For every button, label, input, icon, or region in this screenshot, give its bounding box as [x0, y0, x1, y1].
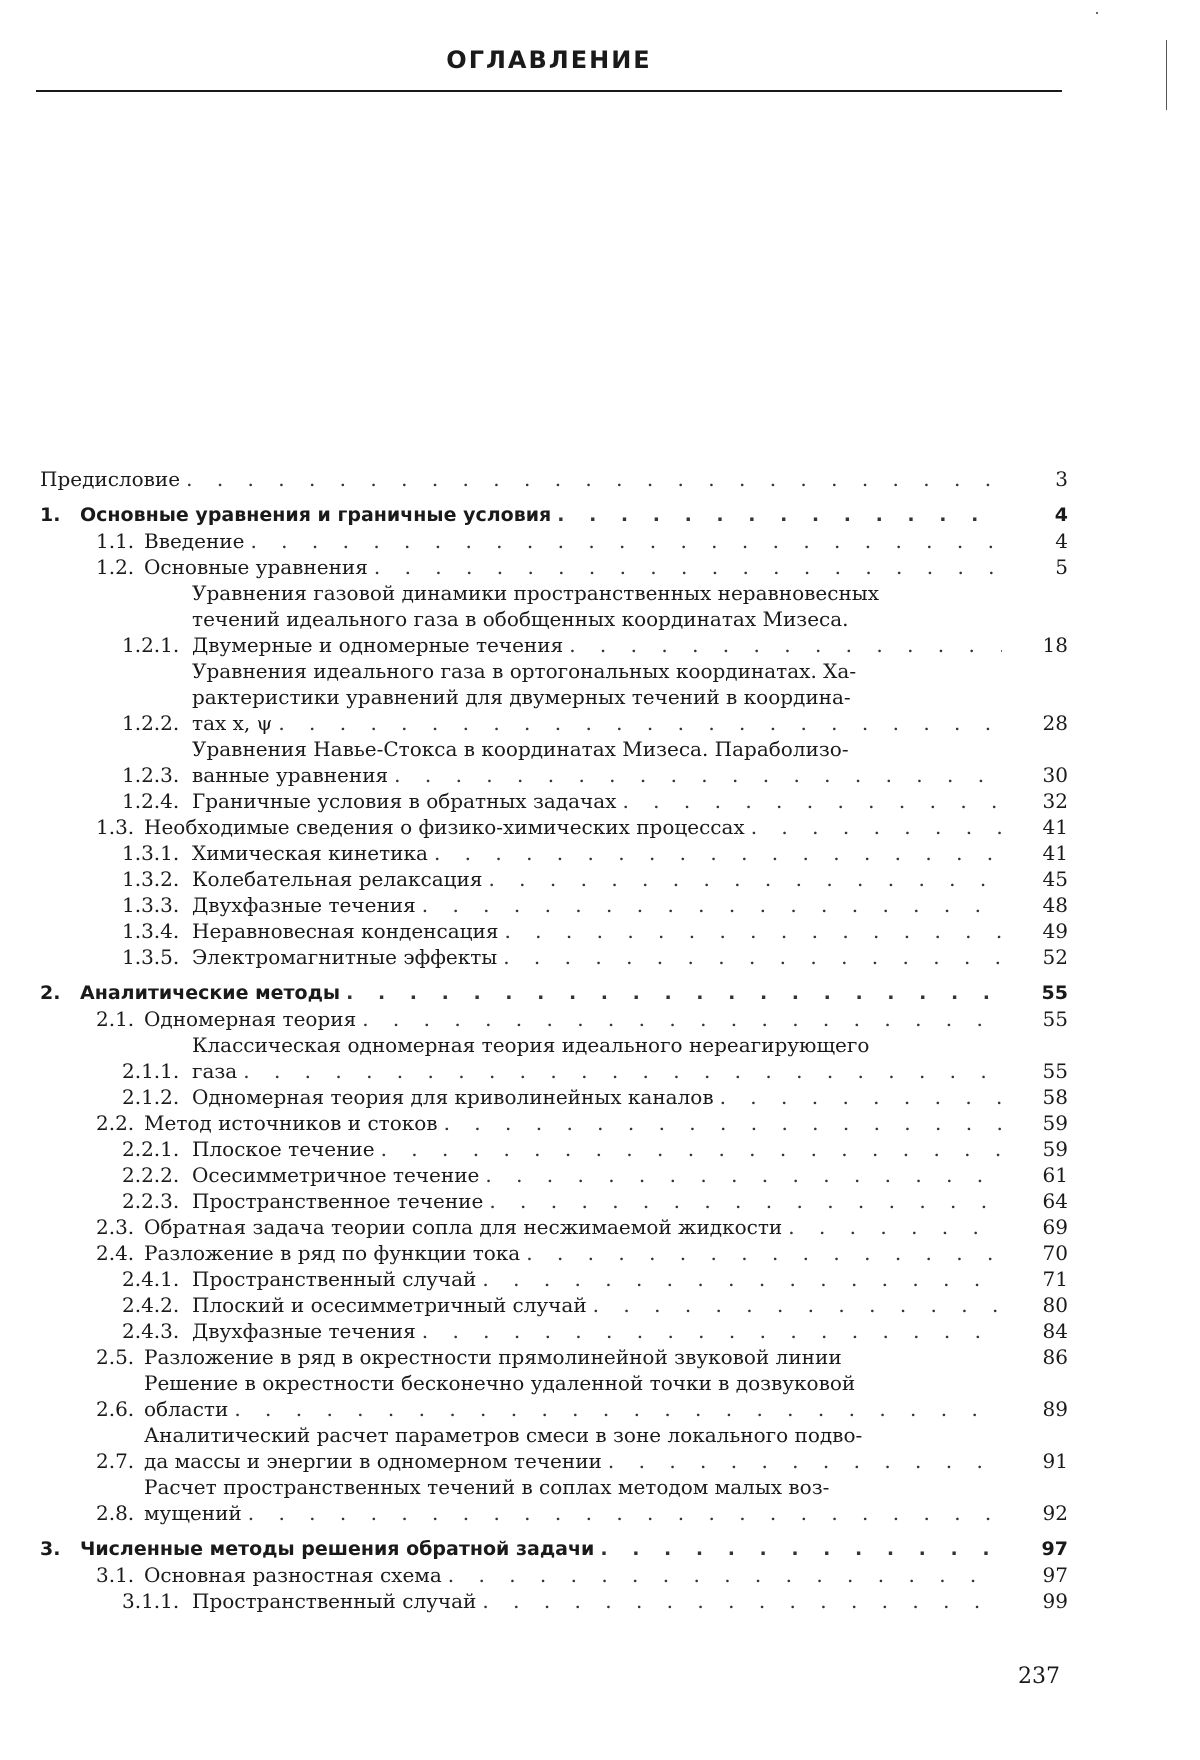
toc-entry-number: 1.3.2.	[122, 867, 180, 891]
page-number: 237	[1018, 1664, 1060, 1689]
toc-entry	[40, 502, 1068, 528]
toc-entry-text: Основные уравнения и граничные условия	[80, 504, 552, 526]
dot-leader	[503, 944, 1002, 970]
toc-entry-page: 69	[1042, 1215, 1068, 1239]
dot-leader	[448, 1562, 1002, 1588]
toc-entry-page: 4	[1055, 529, 1068, 553]
dot-leader	[444, 1110, 1002, 1136]
toc-entry-page: 32	[1042, 789, 1068, 813]
toc-entry-page: 97	[1041, 1538, 1068, 1560]
dot-leader	[422, 892, 1002, 918]
toc-entry-text: Пространственное течение	[192, 1189, 484, 1213]
toc-entry-text: Двухфазные течения	[192, 1319, 416, 1343]
toc-entry-number: 3.	[40, 1538, 61, 1560]
toc-entry	[40, 840, 1068, 866]
toc-entry-number: 2.7.	[96, 1449, 135, 1473]
toc-entry-text: Разложение в ряд по функции тока	[144, 1241, 521, 1265]
toc-entry-number: 2.1.	[96, 1007, 135, 1031]
toc-entry	[40, 736, 1068, 788]
dot-leader	[422, 1318, 1002, 1344]
dot-leader	[569, 632, 1002, 658]
toc-entry-page: 41	[1042, 841, 1068, 865]
toc-entry-page: 28	[1042, 711, 1068, 735]
toc-entry	[40, 1266, 1068, 1292]
dot-leader	[593, 1292, 1002, 1318]
toc-entry-text-line: течений идеального газа в обобщенных координатах Мизеса.	[192, 607, 849, 631]
toc-entry	[40, 918, 1068, 944]
toc-entry-page: 61	[1042, 1163, 1068, 1187]
toc-entry	[40, 1214, 1068, 1240]
toc-entry-number: 2.8.	[96, 1501, 135, 1525]
toc-entry-text: Граничные условия в обратных задачах	[192, 789, 617, 813]
toc-entry-page: 99	[1042, 1589, 1068, 1613]
toc-entry-number: 2.4.2.	[122, 1293, 180, 1317]
toc-entry-page: 48	[1042, 893, 1068, 917]
toc-entry	[40, 1110, 1068, 1136]
toc-entry-text: Аналитические методы	[80, 982, 341, 1004]
toc-entry-page: 5	[1055, 555, 1068, 579]
dot-leader	[504, 918, 1002, 944]
toc-entry-number: 1.2.1.	[122, 633, 180, 657]
toc-entry-number: 2.	[40, 982, 61, 1004]
toc-entry-text: Необходимые сведения о физико-химических процессах	[144, 815, 745, 839]
dot-leader	[526, 1240, 1002, 1266]
toc-entry-text-line: Уравнения газовой динамики пространственных неравновесных	[192, 581, 879, 605]
toc-entry-text-line: Уравнения Навье-Стокса в координатах Мизеса. Параболизо-	[192, 737, 849, 761]
toc-entry-number: 2.6.	[96, 1397, 135, 1421]
toc-entry-text: Плоский и осесимметричный случай	[192, 1293, 587, 1317]
toc-entry	[40, 1588, 1068, 1614]
toc-entry-text: Неравновесная конденсация	[192, 919, 499, 943]
dot-leader	[243, 1058, 1002, 1084]
dot-leader	[482, 1266, 1002, 1292]
dot-leader	[788, 1214, 1002, 1240]
toc-entry	[40, 1422, 1068, 1474]
toc-entry-text: Плоское течение	[192, 1137, 375, 1161]
toc-entry-page: 45	[1042, 867, 1068, 891]
scan-speck	[1096, 12, 1098, 14]
toc-entry	[40, 1318, 1068, 1344]
toc-entry-text: Метод источников и стоков	[144, 1111, 438, 1135]
toc-entry-text-line: рактеристики уравнений для двумерных течений в координа-	[192, 685, 851, 709]
toc-entry-text: Основные уравнения	[144, 555, 368, 579]
toc-entry-page: 80	[1042, 1293, 1068, 1317]
toc-entry-number: 2.4.1.	[122, 1267, 180, 1291]
toc-entry-text: ванные уравнения	[192, 763, 389, 787]
toc-entry-text: Электромагнитные эффекты	[192, 945, 498, 969]
toc-entry-number: 1.	[40, 504, 61, 526]
toc-entry-text: мущений	[144, 1501, 242, 1525]
toc-entry	[40, 554, 1068, 580]
toc-entry-page: 58	[1042, 1085, 1068, 1109]
toc-entry-page: 59	[1042, 1111, 1068, 1135]
toc-entry-number: 2.1.2.	[122, 1085, 180, 1109]
toc-entry	[40, 1562, 1068, 1588]
table-of-contents	[40, 466, 1068, 1614]
toc-entry	[40, 1006, 1068, 1032]
dot-leader	[278, 710, 1002, 736]
page-title: ОГЛАВЛЕНИЕ	[446, 46, 652, 74]
dot-leader	[489, 1188, 1002, 1214]
toc-entry-number: 2.5.	[96, 1345, 135, 1369]
toc-entry	[40, 944, 1068, 970]
toc-entry	[40, 1084, 1068, 1110]
toc-entry-number: 2.4.	[96, 1241, 135, 1265]
toc-entry-page: 84	[1042, 1319, 1068, 1343]
dot-leader	[381, 1136, 1002, 1162]
dot-leader	[600, 1536, 1002, 1562]
toc-entry-page: 3	[1055, 467, 1068, 491]
toc-entry-page: 55	[1041, 982, 1068, 1004]
toc-entry-page: 41	[1042, 815, 1068, 839]
toc-entry-number: 2.2.2.	[122, 1163, 180, 1187]
toc-entry-page: 97	[1042, 1563, 1068, 1587]
dot-leader	[751, 814, 1002, 840]
toc-entry-number: 1.3.4.	[122, 919, 180, 943]
toc-entry-page: 18	[1042, 633, 1068, 657]
toc-entry-number: 2.2.	[96, 1111, 135, 1135]
toc-entry-number: 1.1.	[96, 529, 135, 553]
dot-leader	[488, 866, 1002, 892]
toc-entry-text-line: Расчет пространственных течений в соплах методом малых воз-	[144, 1475, 830, 1499]
dot-leader	[622, 788, 1002, 814]
toc-entry-text-line: Аналитический расчет параметров смеси в зоне локального подво-	[144, 1423, 863, 1447]
toc-entry-text: Пространственный случай	[192, 1267, 477, 1291]
page-edge-line	[1166, 40, 1167, 110]
toc-entry-page: 30	[1042, 763, 1068, 787]
toc-entry-page: 4	[1054, 504, 1068, 526]
toc-entry	[40, 892, 1068, 918]
toc-entry-number: 2.3.	[96, 1215, 135, 1239]
toc-entry-number: 1.3.1.	[122, 841, 180, 865]
toc-entry	[40, 1162, 1068, 1188]
toc-entry	[40, 980, 1068, 1006]
toc-entry-number: 1.2.	[96, 555, 135, 579]
toc-entry	[40, 1032, 1068, 1084]
toc-entry-text: Одномерная теория для криволинейных каналов	[192, 1085, 714, 1109]
toc-entry	[40, 1370, 1068, 1422]
toc-entry-text-line: Решение в окрестности бесконечно удаленной точки в дозвуковой	[144, 1371, 856, 1395]
toc-entry	[40, 1136, 1068, 1162]
toc-entry-page: 91	[1042, 1449, 1068, 1473]
toc-entry	[40, 866, 1068, 892]
dot-leader	[374, 554, 1002, 580]
toc-entry-number: 3.1.1.	[122, 1589, 180, 1613]
toc-entry-page: 59	[1042, 1137, 1068, 1161]
dot-leader	[234, 1396, 1002, 1422]
dot-leader	[346, 980, 1002, 1006]
toc-entry	[40, 658, 1068, 736]
dot-leader	[557, 502, 1002, 528]
toc-entry	[40, 1240, 1068, 1266]
toc-entry	[40, 1474, 1068, 1526]
dot-leader	[720, 1084, 1002, 1110]
toc-entry-page: 86	[1042, 1345, 1068, 1369]
dot-leader	[482, 1588, 1002, 1614]
toc-entry-text: Обратная задача теории сопла для несжимаемой жидкости	[144, 1215, 783, 1239]
toc-entry	[40, 788, 1068, 814]
toc-entry-text: Пространственный случай	[192, 1589, 477, 1613]
dot-leader	[434, 840, 1002, 866]
dot-leader	[608, 1448, 1002, 1474]
toc-entry-number: 1.2.2.	[122, 711, 180, 735]
toc-entry-number: 2.1.1.	[122, 1059, 180, 1083]
toc-entry-text: Осесимметричное течение	[192, 1163, 480, 1187]
toc-entry-text-line: Уравнения идеального газа в ортогональных координатах. Ха-	[192, 659, 857, 683]
toc-entry-text: Численные методы решения обратной задачи	[80, 1538, 595, 1560]
toc-entry-text: да массы и энергии в одномерном течении	[144, 1449, 602, 1473]
toc-entry-page: 55	[1042, 1007, 1068, 1031]
toc-entry-text: Колебательная релаксация	[192, 867, 483, 891]
dot-leader	[485, 1162, 1002, 1188]
dot-leader	[186, 466, 1002, 492]
toc-entry-number: 2.4.3.	[122, 1319, 180, 1343]
toc-entry-text: газа	[192, 1059, 238, 1083]
toc-entry-number: 3.1.	[96, 1563, 135, 1587]
dot-leader	[362, 1006, 1002, 1032]
toc-entry	[40, 1536, 1068, 1562]
toc-entry-page: 55	[1042, 1059, 1068, 1083]
toc-entry-number: 1.3.5.	[122, 945, 180, 969]
toc-entry-text-line: Классическая одномерная теория идеального нереагирующего	[192, 1033, 870, 1057]
toc-entry-text: Химическая кинетика	[192, 841, 428, 865]
toc-entry-text: Предисловие	[40, 467, 181, 491]
toc-entry-page: 70	[1042, 1241, 1068, 1265]
toc-entry-text: Разложение в ряд в окрестности прямолинейной звуковой линии	[144, 1345, 842, 1369]
toc-entry-number: 1.3.3.	[122, 893, 180, 917]
toc-entry-number: 2.2.3.	[122, 1189, 180, 1213]
toc-entry-text: области	[144, 1397, 229, 1421]
toc-entry-page: 92	[1042, 1501, 1068, 1525]
toc-entry-page: 49	[1042, 919, 1068, 943]
toc-entry-text: Введение	[144, 529, 245, 553]
toc-entry-number: 2.2.1.	[122, 1137, 180, 1161]
toc-entry-page: 64	[1042, 1189, 1068, 1213]
toc-entry	[40, 466, 1068, 492]
toc-entry-text: Двумерные и одномерные течения	[192, 633, 564, 657]
toc-entry	[40, 814, 1068, 840]
toc-entry-page: 71	[1042, 1267, 1068, 1291]
toc-entry-number: 1.2.4.	[122, 789, 180, 813]
toc-entry-number: 1.3.	[96, 815, 135, 839]
toc-entry-text: Одномерная теория	[144, 1007, 357, 1031]
dot-leader	[248, 1500, 1002, 1526]
dot-leader	[394, 762, 1002, 788]
toc-entry-text: Двухфазные течения	[192, 893, 416, 917]
toc-entry	[40, 1344, 1068, 1370]
toc-entry	[40, 1292, 1068, 1318]
dot-leader	[250, 528, 1002, 554]
toc-entry-page: 52	[1042, 945, 1068, 969]
toc-entry-text: Основная разностная схема	[144, 1563, 442, 1587]
toc-entry-number: 1.2.3.	[122, 763, 180, 787]
toc-entry	[40, 580, 1068, 658]
toc-entry-text: тах x, ψ	[192, 711, 273, 735]
title-rule	[36, 90, 1062, 92]
toc-entry-page: 89	[1042, 1397, 1068, 1421]
toc-entry	[40, 528, 1068, 554]
toc-entry	[40, 1188, 1068, 1214]
